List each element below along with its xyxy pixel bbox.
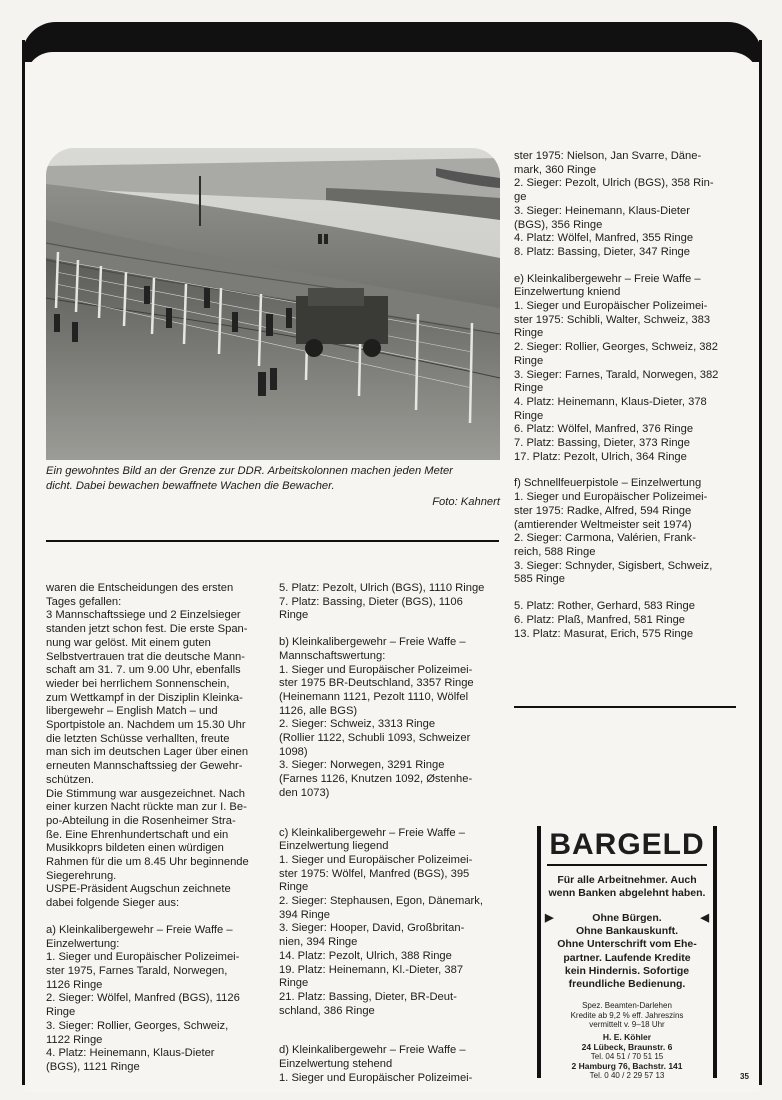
text-line: Tages gefallen: bbox=[46, 595, 122, 608]
text-line: (BGS), 356 Ringe bbox=[514, 218, 603, 231]
ad-feature-line: partner. Laufende Kredite bbox=[563, 951, 691, 964]
text-line: 6. Platz: Wölfel, Manfred, 376 Ringe bbox=[514, 423, 694, 436]
ad-details bbox=[545, 1001, 709, 1081]
text-line: 394 Ringe bbox=[279, 908, 331, 921]
ad-feature-line: Ohne Bankauskunft. bbox=[575, 925, 679, 938]
text-line: Sportpistole an. Nachdem um 15.30 Uhr bbox=[46, 719, 246, 732]
text-line: 3. Sieger: Hooper, David, Großbritan- bbox=[279, 922, 465, 935]
text-line: wieder bei herrlichem Sonnenschein, bbox=[46, 677, 230, 690]
arrow-left-icon: ◀ bbox=[700, 912, 709, 924]
ad-title-rule bbox=[547, 864, 707, 866]
text-line: 585 Ringe bbox=[514, 573, 566, 586]
text-line: ster 1975: Wölfel, Manfred (BGS), 395 bbox=[279, 867, 470, 880]
photo-caption bbox=[46, 464, 501, 494]
ad-feature-text: Ohne Bürgen. bbox=[592, 912, 662, 924]
section-divider bbox=[46, 540, 499, 542]
text-line: 1126, alle BGS) bbox=[279, 704, 358, 717]
column-divider bbox=[514, 706, 736, 708]
text-line: ster 1975: Radke, Alfred, 594 Ringe bbox=[514, 504, 692, 517]
text-line: (amtierender Weltmeister seit 1974) bbox=[514, 518, 692, 531]
text-line: 5. Platz: Pezolt, Ulrich (BGS), 1110 Ringe bbox=[279, 582, 485, 594]
ad-detail-line: vermittelt v. 9–18 Uhr bbox=[589, 1020, 665, 1030]
text-line: 19. Platz: Heinemann, Kl.-Dieter, 387 bbox=[279, 963, 464, 976]
text-line: Rahmen für die um 8.45 Uhr beginnende bbox=[46, 856, 249, 869]
ad-detail-line: Spez. Beamten-Darlehen bbox=[582, 1001, 672, 1011]
ad-title: BARGELD bbox=[549, 828, 705, 861]
text-line: schaft am 31. 7. um 9.00 Uhr, ebenfalls bbox=[46, 664, 241, 677]
text-line: waren die Entscheidungen des ersten bbox=[46, 582, 234, 594]
text-line: 4. Platz: Heinemann, Klaus-Dieter bbox=[46, 1047, 215, 1060]
ad-phone-line: Tel. 04 51 / 70 51 15 bbox=[590, 1052, 664, 1062]
ad-feature-line: freundliche Bedienung. bbox=[568, 978, 686, 991]
text-line: Ringe bbox=[279, 609, 309, 622]
text-line: ster 1975: Nielson, Jan Svarre, Däne- bbox=[514, 150, 702, 162]
text-line: man sich im deutschen Lager über einen bbox=[46, 746, 249, 759]
text-line: 5. Platz: Rother, Gerhard, 583 Ringe bbox=[514, 600, 695, 613]
text-line: 1. Sieger und Europäischer Polizeimei- bbox=[514, 491, 708, 504]
text-line: 1. Sieger und Europäischer Polizeimei- bbox=[46, 951, 240, 964]
text-line: (Farnes 1126, Knutzen 1092, Østenhe- bbox=[279, 773, 473, 786]
article-column-3 bbox=[514, 150, 736, 641]
text-line: Ringe bbox=[514, 354, 544, 367]
text-line: Einzelwertung stehend bbox=[279, 1058, 393, 1071]
ad-address-line: 24 Lübeck, Braunstr. 6 bbox=[581, 1041, 673, 1052]
text-line: die letzten Schüsse verhallten, freute bbox=[46, 732, 230, 745]
ad-company: H. E. Köhler bbox=[602, 1032, 652, 1042]
text-line: 3. Sieger: Heinemann, Klaus-Dieter bbox=[514, 204, 690, 217]
text-line: 1122 Ringe bbox=[46, 1033, 103, 1046]
text-line: zum Wettkampf in der Disziplin Kleinka- bbox=[46, 691, 243, 704]
text-line: erneuten Mannschaftssieg der Gewehr- bbox=[46, 760, 243, 773]
ad-subtitle bbox=[545, 874, 709, 900]
text-line: 1. Sieger und Europäischer Polizeimei- bbox=[279, 853, 473, 866]
text-line: 6. Platz: Plaß, Manfred, 581 Ringe bbox=[514, 613, 686, 626]
text-line bbox=[514, 587, 736, 600]
text-line: Ringe bbox=[514, 327, 544, 340]
ad-feature-line bbox=[545, 912, 709, 925]
text-line: Ringe bbox=[279, 977, 309, 990]
text-line: 17. Platz: Pezolt, Ulrich, 364 Ringe bbox=[514, 450, 687, 463]
ad-phone-line: Tel. 0 40 / 2 29 57 13 bbox=[589, 1071, 665, 1081]
text-line: 21. Platz: Bassing, Dieter, BR-Deut- bbox=[279, 990, 457, 1003]
text-line: 3. Sieger: Farnes, Tarald, Norwegen, 382 bbox=[514, 368, 719, 381]
text-line bbox=[46, 911, 264, 924]
article-column-1 bbox=[46, 582, 264, 1075]
text-line: den 1073) bbox=[279, 786, 330, 799]
text-line: Einzelwertung: bbox=[46, 937, 120, 950]
text-line: Einzelwertung liegend bbox=[279, 840, 389, 853]
text-line: 3 Mannschaftssiege und 2 Einzelsieger bbox=[46, 609, 241, 622]
ad-detail-line: Kredite ab 9,2 % eff. Jahreszins bbox=[570, 1010, 684, 1020]
text-line: 7. Platz: Bassing, Dieter (BGS), 1106 bbox=[279, 595, 463, 608]
text-line: ße. Eine Ehrenhundertschaft und ein bbox=[46, 828, 229, 841]
ad-feature-line: Ohne Unterschrift vom Ehe- bbox=[557, 938, 697, 951]
text-line: 3. Sieger: Rollier, Georges, Schweiz, bbox=[46, 1019, 229, 1032]
text-line: 4. Platz: Wölfel, Manfred, 355 Ringe bbox=[514, 232, 694, 245]
text-line: 2. Sieger: Carmona, Valérien, Frank- bbox=[514, 532, 696, 545]
text-line: 2. Sieger: Schweiz, 3313 Ringe bbox=[279, 718, 436, 731]
text-line: libergewehr – English Match – und bbox=[46, 705, 218, 718]
text-line: po-Abteilung in die Rosenheimer Stra- bbox=[46, 814, 236, 827]
text-line: 14. Platz: Pezolt, Ulrich, 388 Ringe bbox=[279, 949, 452, 962]
page-frame-right bbox=[759, 40, 762, 1085]
text-line: f) Schnellfeuerpistole – Einzelwertung bbox=[514, 477, 702, 490]
text-line: ster 1975: Schibli, Walter, Schweiz, 383 bbox=[514, 313, 711, 326]
text-line: 1098) bbox=[279, 745, 308, 758]
text-line: Musikkoprs bildeten einen würdigen bbox=[46, 842, 224, 855]
text-line: Einzelwertung kniend bbox=[514, 286, 621, 299]
text-line bbox=[279, 814, 498, 827]
text-line: 1. Sieger und Europäischer Polizeimei- bbox=[279, 1071, 473, 1084]
text-line: (Heinemann 1121, Pezolt 1110, Wölfel bbox=[279, 690, 469, 703]
text-line: e) Kleinkalibergewehr – Freie Waffe – bbox=[514, 272, 701, 285]
photo-credit: Foto: Kahnert bbox=[432, 496, 500, 508]
text-line bbox=[279, 623, 498, 636]
text-line: (BGS), 1121 Ringe bbox=[46, 1060, 140, 1073]
text-line bbox=[514, 260, 736, 273]
text-line: c) Kleinkalibergewehr – Freie Waffe – bbox=[279, 826, 465, 839]
text-line bbox=[279, 1018, 498, 1031]
text-line: Ringe bbox=[279, 881, 309, 894]
text-line: ster 1975 BR-Deutschland, 3357 Ringe bbox=[279, 677, 474, 690]
text-line: ge bbox=[514, 191, 527, 204]
text-line: 4. Platz: Heinemann, Klaus-Dieter, 378 bbox=[514, 395, 707, 408]
text-line: Die Stimmung war ausgezeichnet. Nach bbox=[46, 787, 245, 800]
text-line: 3. Sieger: Norwegen, 3291 Ringe bbox=[279, 759, 445, 772]
text-line: dabei folgende Sieger aus: bbox=[46, 897, 180, 910]
text-line: a) Kleinkalibergewehr – Freie Waffe – bbox=[46, 923, 233, 936]
text-line: Mannschaftswertung: bbox=[279, 649, 386, 662]
text-line: 2. Sieger: Stephausen, Egon, Dänemark, bbox=[279, 895, 483, 908]
ad-subtitle-line: wenn Banken abgelehnt haben. bbox=[548, 887, 706, 899]
text-line: 8. Platz: Bassing, Dieter, 347 Ringe bbox=[514, 245, 690, 258]
text-line: nien, 394 Ringe bbox=[279, 936, 358, 949]
text-line: 1126 Ringe bbox=[46, 978, 103, 991]
text-line: 3. Sieger: Schnyder, Sigisbert, Schweiz, bbox=[514, 559, 713, 572]
text-line: Siegerehrung. bbox=[46, 869, 117, 882]
text-line: einer kurzen Nacht rückte man zur I. Be- bbox=[46, 801, 247, 814]
ad-feature-line: kein Hindernis. Sofortige bbox=[564, 964, 690, 977]
text-line: Ringe bbox=[514, 409, 544, 422]
text-line: nung war gelöst. Mit einem guten bbox=[46, 636, 211, 649]
text-line: 2. Sieger: Pezolt, Ulrich (BGS), 358 Rin- bbox=[514, 177, 714, 190]
text-line: schland, 386 Ringe bbox=[279, 1004, 375, 1017]
ad-subtitle-line: Für alle Arbeitnehmer. Auch bbox=[557, 874, 697, 886]
text-line: ster 1975, Farnes Tarald, Norwegen, bbox=[46, 964, 228, 977]
text-line: USPE-Präsident Augschun zeichnete bbox=[46, 883, 231, 896]
text-line: Ringe bbox=[514, 382, 544, 395]
text-line: b) Kleinkalibergewehr – Freie Waffe – bbox=[279, 636, 466, 649]
text-line: schützen. bbox=[46, 773, 94, 786]
ad-address-line: 2 Hamburg 76, Bachstr. 141 bbox=[571, 1060, 683, 1071]
text-line: 1. Sieger und Europäischer Polizeimei- bbox=[514, 300, 708, 313]
text-line: 13. Platz: Masurat, Erich, 575 Ringe bbox=[514, 627, 694, 640]
text-line bbox=[279, 1031, 498, 1044]
text-line bbox=[514, 464, 736, 477]
text-line: (Rollier 1122, Schubli 1093, Schweizer bbox=[279, 732, 471, 745]
bargeld-advertisement bbox=[537, 826, 717, 1081]
text-line: 1. Sieger und Europäischer Polizeimei- bbox=[279, 663, 473, 676]
caption-line: dicht. Dabei bewachen bewaffnete Wachen die Bewacher. bbox=[46, 480, 335, 492]
article-column-2 bbox=[279, 582, 498, 1086]
text-line: 2. Sieger: Wölfel, Manfred (BGS), 1126 bbox=[46, 992, 240, 1005]
text-line bbox=[279, 801, 498, 814]
text-line: mark, 360 Ringe bbox=[514, 163, 597, 176]
text-line: Ringe bbox=[46, 1006, 76, 1019]
text-line: Selbstvertrauen trat die deutsche Mann- bbox=[46, 650, 245, 663]
text-line: reich, 588 Ringe bbox=[514, 545, 596, 558]
text-line: 7. Platz: Bassing, Dieter, 373 Ringe bbox=[514, 437, 690, 450]
arrow-right-icon: ▶ bbox=[545, 912, 554, 924]
text-line: standen jetzt schon fest. Die erste Span- bbox=[46, 623, 248, 636]
border-work-photo bbox=[46, 148, 500, 460]
text-line: d) Kleinkalibergewehr – Freie Waffe – bbox=[279, 1044, 466, 1057]
caption-line: Ein gewohntes Bild an der Grenze zur DDR. Arbeitskolonnen machen jeden Meter bbox=[46, 465, 453, 477]
page-number: 35 bbox=[740, 1072, 749, 1081]
text-line: 2. Sieger: Rollier, Georges, Schweiz, 382 bbox=[514, 341, 718, 354]
